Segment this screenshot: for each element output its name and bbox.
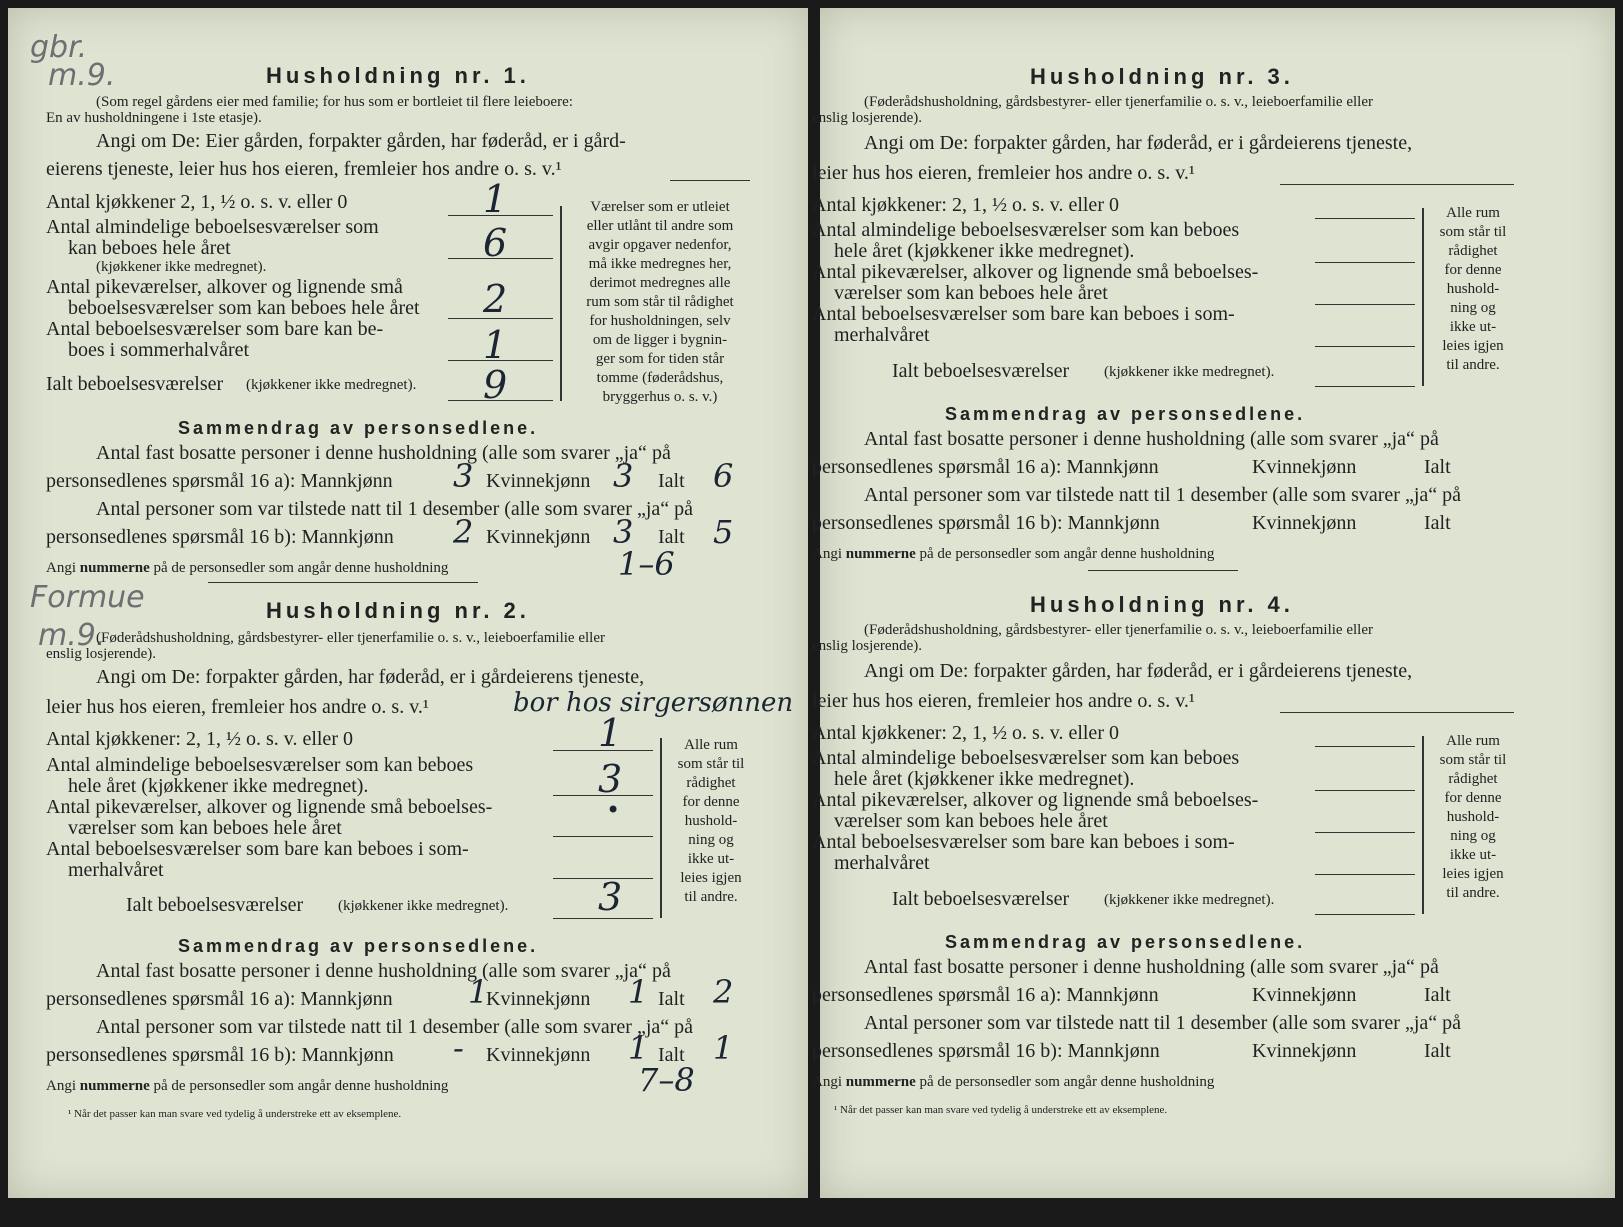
hw-value: - <box>453 1029 464 1067</box>
hw-value: 5 <box>713 513 734 551</box>
label-kvinne: Kvinnekjønn <box>486 470 591 492</box>
hw-value: 2 <box>483 277 508 321</box>
summary-line: personsedlenes spørsmål 16 b): Mannkjønn <box>812 512 1160 534</box>
side-note <box>1428 204 1518 375</box>
summary-heading: Sammendrag av personsedlene. <box>178 418 539 438</box>
row-label: Antal kjøkkener: 2, 1, ½ o. s. v. eller 0 <box>812 722 1119 744</box>
summary-heading: Sammendrag av personsedlene. <box>945 404 1306 424</box>
side-note-line: ning og <box>1450 300 1496 316</box>
hw-value: 1 <box>468 973 489 1011</box>
summary-heading: Sammendrag av personsedlene. <box>945 932 1306 952</box>
side-note-line: leies igjen <box>1442 866 1504 882</box>
row-label: beboelsesværelser som kan beboes hele året <box>68 297 420 319</box>
side-note <box>1428 732 1518 903</box>
label-kvinne: Kvinnekjønn <box>1252 984 1357 1006</box>
side-note-line: om de ligger i bygnin- <box>592 332 728 348</box>
side-note-line: hushold- <box>684 813 738 829</box>
row-label: Antal beboelsesværelser som bare kan beboes i som- <box>812 303 1235 325</box>
row-label: merhalvåret <box>68 859 164 881</box>
hw-value: 2 <box>713 973 734 1011</box>
pencil-note: Formue <box>30 580 145 615</box>
side-note-line: eller utlånt til andre som <box>586 218 734 234</box>
summary-line: Antal fast bosatte personer i denne husholdning (alle som svarer „ja“ på <box>864 956 1439 978</box>
row-label: Ialt beboelsesværelser <box>892 888 1070 910</box>
heading-husholdning-2: Husholdning nr. 2. <box>266 598 530 623</box>
hw-value: 1 <box>628 1029 649 1067</box>
side-note-line: ikke ut- <box>687 851 735 867</box>
row-label: Ialt beboelsesværelser <box>126 894 304 916</box>
hw-value: bor hos sirgersønnen <box>513 688 794 718</box>
side-note-line: ikke ut- <box>1449 319 1497 335</box>
side-note-line: rådighet <box>686 775 736 791</box>
note: enslig losjerende). <box>812 110 922 126</box>
row-label: merhalvåret <box>834 852 930 874</box>
row-label: kan beboes hele året <box>68 237 231 259</box>
hw-value: 3 <box>613 513 634 551</box>
summary-line: personsedlenes spørsmål 16 a): Mannkjønn <box>46 988 393 1010</box>
row-label: værelser som kan beboes hele året <box>68 817 342 839</box>
note: (Føderådshusholdning, gårdsbestyrer- eller tjenerfamilie o. s. v., leieboerfamilie eller <box>864 622 1373 638</box>
angi-line: leier hus hos eieren, fremleier hos andre o. s. v.¹ <box>812 162 1195 184</box>
label-kvinne: Kvinnekjønn <box>1252 1040 1357 1062</box>
label-ialt: Ialt <box>658 526 685 548</box>
note: En av husholdningene i 1ste etasje). <box>46 110 262 126</box>
note: (Føderådshusholdning, gårdsbestyrer- eller tjenerfamilie o. s. v., leieboerfamilie eller <box>864 94 1373 110</box>
summary-line: Antal personer som var tilstede natt til 1 desember (alle som svarer „ja“ på <box>96 1016 694 1038</box>
hw-value: 7–8 <box>638 1061 695 1099</box>
row-label: Antal almindelige beboelsesværelser som kan beboes <box>46 754 474 776</box>
row-label: Ialt beboelsesværelser <box>892 360 1070 382</box>
pencil-note: m.9. <box>48 58 116 93</box>
row-label: Antal pikeværelser, alkover og lignende små beboelses- <box>46 796 493 818</box>
row-label: boes i sommerhalvåret <box>68 339 250 361</box>
side-note-line: som står til <box>677 756 745 772</box>
row-label: Antal almindelige beboelsesværelser som kan beboes <box>812 747 1240 769</box>
note: enslig losjerende). <box>46 646 156 662</box>
side-note-line: ikke ut- <box>1449 847 1497 863</box>
summary-line: Antal personer som var tilstede natt til 1 desember (alle som svarer „ja“ på <box>864 484 1462 506</box>
footnote: ¹ Når det passer kan man svare ved tydelig å understreke ett av eksemplene. <box>68 1108 402 1120</box>
hw-value: 3 <box>598 757 623 801</box>
hw-value: • <box>606 796 621 824</box>
side-note-line: ning og <box>1450 828 1496 844</box>
nummer-line: Angi nummerne på de personsedler som angår denne husholdning <box>46 560 449 576</box>
angi-line: leier hus hos eieren, fremleier hos andre o. s. v.¹ <box>812 690 1195 712</box>
row-label: Antal beboelsesværelser som bare kan beboes i som- <box>46 838 469 860</box>
row-label: Ialt beboelsesværelser <box>46 373 224 395</box>
side-note-line: for husholdningen, selv <box>589 313 731 329</box>
summary-line: personsedlenes spørsmål 16 a): Mannkjønn <box>812 456 1159 478</box>
side-note-line: ger som for tiden står <box>595 351 725 367</box>
row-label: (kjøkkener ikke medregnet). <box>96 259 267 275</box>
side-note-line: til andre. <box>1446 357 1500 373</box>
summary-line: Antal fast bosatte personer i denne husholdning (alle som svarer „ja“ på <box>864 428 1439 450</box>
side-note-line: for denne <box>1444 790 1502 806</box>
nummer-line: Angi nummerne på de personsedler som angår denne husholdning <box>46 1078 449 1094</box>
label-kvinne: Kvinnekjønn <box>486 988 591 1010</box>
row-label: værelser som kan beboes hele året <box>834 810 1108 832</box>
summary-line: Antal personer som var tilstede natt til 1 desember (alle som svarer „ja“ på <box>96 498 694 520</box>
hw-value: 1 <box>483 323 508 367</box>
row-label: (kjøkkener ikke medregnet). <box>338 898 509 914</box>
angi-line: Angi om De: forpakter gården, har føderåd, er i gårdeierens tjeneste, <box>864 132 1413 154</box>
note: (Som regel gårdens eier med familie; for hus som er bortleiet til flere leieboere: <box>96 94 573 110</box>
label-ialt: Ialt <box>1424 1040 1451 1062</box>
hw-value: 3 <box>453 457 474 495</box>
row-label: Antal kjøkkener 2, 1, ½ o. s. v. eller 0 <box>46 191 348 213</box>
row-label: Antal almindelige beboelsesværelser som <box>46 216 379 238</box>
row-label: hele året (kjøkkener ikke medregnet). <box>834 240 1135 262</box>
brace <box>1422 208 1424 386</box>
row-label: (kjøkkener ikke medregnet). <box>1104 892 1275 908</box>
side-note-line: Alle rum <box>1446 733 1500 749</box>
row-label: Antal pikeværelser, alkover og lignende små beboelses- <box>812 261 1259 283</box>
row-label: Antal kjøkkener: 2, 1, ½ o. s. v. eller 0 <box>46 728 353 750</box>
row-label: Antal pikeværelser, alkover og lignende små beboelses- <box>812 789 1259 811</box>
row-label: hele året (kjøkkener ikke medregnet). <box>68 775 369 797</box>
hw-value: 9 <box>483 363 508 407</box>
hw-value: 1 <box>713 1029 734 1067</box>
summary-line: personsedlenes spørsmål 16 a): Mannkjønn <box>46 470 393 492</box>
summary-line: personsedlenes spørsmål 16 b): Mannkjønn <box>46 526 394 548</box>
label-kvinne: Kvinnekjønn <box>1252 512 1357 534</box>
side-note-line: Alle rum <box>684 737 738 753</box>
hw-value: 2 <box>453 513 474 551</box>
label-ialt: Ialt <box>1424 512 1451 534</box>
side-note-line: ning og <box>688 832 734 848</box>
row-label: Antal pikeværelser, alkover og lignende små <box>46 276 403 298</box>
hw-value: 6 <box>483 221 508 265</box>
nummer-line: Angi nummerne på de personsedler som angår denne husholdning <box>812 1074 1215 1090</box>
side-note-line: Alle rum <box>1446 205 1500 221</box>
nummer-line: Angi nummerne på de personsedler som angår denne husholdning <box>812 546 1215 562</box>
label-kvinne: Kvinnekjønn <box>486 1044 591 1066</box>
side-note-line: til andre. <box>1446 885 1500 901</box>
side-note-line: hushold- <box>1446 809 1500 825</box>
summary-heading: Sammendrag av personsedlene. <box>178 936 539 956</box>
hw-value: 3 <box>613 457 634 495</box>
brace <box>660 738 662 918</box>
side-note-line: Værelser som er utleiet <box>590 199 730 215</box>
side-note-line: for denne <box>1444 262 1502 278</box>
summary-line: personsedlenes spørsmål 16 b): Mannkjønn <box>46 1044 394 1066</box>
brace <box>1422 736 1424 914</box>
summary-line: personsedlenes spørsmål 16 b): Mannkjønn <box>812 1040 1160 1062</box>
side-note-line: rådighet <box>1448 771 1498 787</box>
pencil-note: gbr. <box>30 30 88 65</box>
hw-value: 1–6 <box>618 545 675 583</box>
hw-value: 6 <box>713 457 734 495</box>
row-label: (kjøkkener ikke medregnet). <box>1104 364 1275 380</box>
side-note-line: tomme (føderådshus, <box>596 370 724 386</box>
hw-value: 1 <box>598 711 623 755</box>
heading-husholdning-4: Husholdning nr. 4. <box>1030 592 1294 617</box>
angi-line: eierens tjeneste, leier hus hos eieren, fremleier hos andre o. s. v.¹ <box>46 158 562 180</box>
hw-value: 1 <box>483 177 508 221</box>
left-page <box>8 8 808 1198</box>
brace <box>560 206 562 401</box>
label-kvinne: Kvinnekjønn <box>1252 456 1357 478</box>
side-note-line: avgir opgaver nedenfor, <box>588 237 732 253</box>
side-note <box>564 198 756 407</box>
angi-line: leier hus hos eieren, fremleier hos andre o. s. v.¹ <box>46 696 429 718</box>
heading-husholdning-1: Husholdning nr. 1. <box>266 63 530 88</box>
row-label: værelser som kan beboes hele året <box>834 282 1108 304</box>
side-note-line: som står til <box>1439 224 1507 240</box>
note: enslig losjerende). <box>812 638 922 654</box>
side-note-line: for denne <box>682 794 740 810</box>
angi-line: Angi om De: Eier gården, forpakter gården, har føderåd, er i gård- <box>96 130 626 152</box>
summary-line: Antal fast bosatte personer i denne husholdning (alle som svarer „ja“ på <box>96 442 671 464</box>
row-label: Antal beboelsesværelser som bare kan be- <box>46 318 384 340</box>
pencil-note: m.9. <box>38 618 106 653</box>
row-label: Antal almindelige beboelsesværelser som kan beboes <box>812 219 1240 241</box>
side-note-line: hushold- <box>1446 281 1500 297</box>
side-note-line: bryggerhus o. s. v.) <box>602 389 718 405</box>
side-note-line: leies igjen <box>1442 338 1504 354</box>
side-note-line: som står til <box>1439 752 1507 768</box>
side-note-line: leies igjen <box>680 870 742 886</box>
label-ialt: Ialt <box>1424 984 1451 1006</box>
label-ialt: Ialt <box>658 988 685 1010</box>
label-ialt: Ialt <box>658 470 685 492</box>
summary-line: Antal personer som var tilstede natt til 1 desember (alle som svarer „ja“ på <box>864 1012 1462 1034</box>
hw-value: 3 <box>598 875 623 919</box>
summary-line: personsedlenes spørsmål 16 a): Mannkjønn <box>812 984 1159 1006</box>
hw-value: 1 <box>628 973 649 1011</box>
angi-line: Angi om De: forpakter gården, har føderåd, er i gårdeierens tjeneste, <box>864 660 1413 682</box>
label-kvinne: Kvinnekjønn <box>486 526 591 548</box>
row-label: (kjøkkener ikke medregnet). <box>246 377 417 393</box>
angi-line: Angi om De: forpakter gården, har føderåd, er i gårdeierens tjeneste, <box>96 666 645 688</box>
side-note <box>666 736 756 907</box>
row-label: Antal beboelsesværelser som bare kan beboes i som- <box>812 831 1235 853</box>
side-note-line: til andre. <box>684 889 738 905</box>
side-note-line: rådighet <box>1448 243 1498 259</box>
row-label: hele året (kjøkkener ikke medregnet). <box>834 768 1135 790</box>
row-label: Antal kjøkkener: 2, 1, ½ o. s. v. eller 0 <box>812 194 1119 216</box>
side-note-line: derimot medregnes alle <box>589 275 731 291</box>
side-note-line: må ikke medregnes her, <box>588 256 732 272</box>
note: (Føderådshusholdning, gårdsbestyrer- eller tjenerfamilie o. s. v., leieboerfamilie eller <box>96 630 605 646</box>
summary-line: Antal fast bosatte personer i denne husholdning (alle som svarer „ja“ på <box>96 960 671 982</box>
footnote: ¹ Når det passer kan man svare ved tydelig å understreke ett av eksemplene. <box>834 1104 1168 1116</box>
label-ialt: Ialt <box>658 1044 685 1066</box>
heading-husholdning-3: Husholdning nr. 3. <box>1030 64 1294 89</box>
row-label: merhalvåret <box>834 324 930 346</box>
label-ialt: Ialt <box>1424 456 1451 478</box>
side-note-line: rum som står til rådighet <box>586 294 734 310</box>
right-page <box>812 8 1615 1198</box>
